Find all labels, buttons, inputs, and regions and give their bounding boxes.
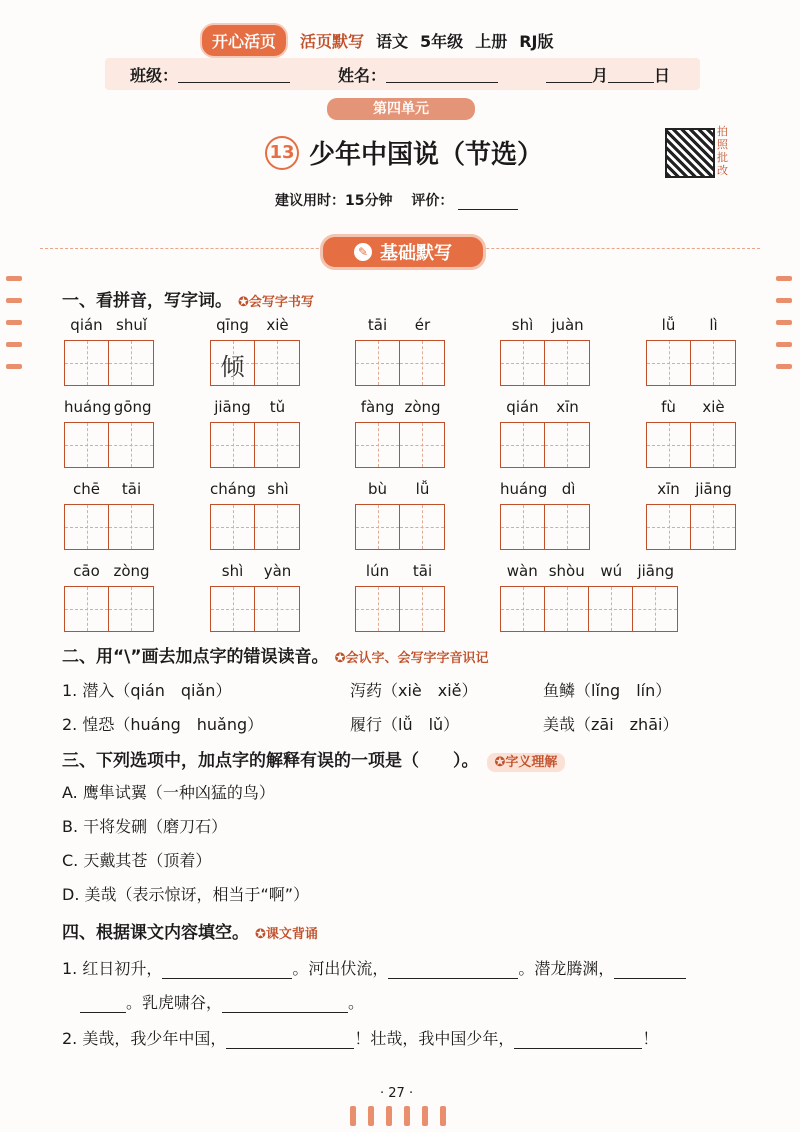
q4-text: 。 [348, 993, 365, 1012]
pinyin-word [500, 480, 590, 550]
pinyin-syllable: shì [267, 480, 289, 498]
pinyin-label [355, 562, 445, 582]
pinyin-syllable: jiāng [214, 398, 251, 416]
pinyin-syllable: tāi [367, 316, 388, 334]
writing-box[interactable] [65, 505, 109, 549]
pinyin-syllable: ér [414, 316, 431, 334]
writing-boxes [210, 504, 300, 550]
pinyin-syllable: xiè [266, 316, 289, 334]
answer-blank[interactable] [388, 960, 518, 979]
class-label: 班级： [130, 65, 179, 85]
pinyin-word [500, 398, 590, 468]
writing-box[interactable] [255, 341, 299, 385]
writing-box[interactable] [400, 505, 444, 549]
pinyin-syllable: dì [561, 480, 576, 498]
pinyin-syllable: lún [365, 562, 390, 580]
writing-box[interactable] [647, 341, 691, 385]
pinyin-label [355, 316, 445, 336]
q4-text: 2. 美哉，我少年中国， [62, 1029, 227, 1048]
pinyin-syllable: fàng [360, 398, 395, 416]
pinyin-label [64, 480, 154, 500]
q3-option-a[interactable]: A. 鹰隼试翼（一种凶猛的鸟） [62, 783, 275, 802]
pinyin-syllable: gōng [113, 398, 152, 416]
q4-text: 。河出伏流， [292, 959, 389, 978]
pinyin-word [355, 562, 445, 632]
writing-box[interactable] [400, 341, 444, 385]
written-character: 倾 [220, 353, 245, 381]
pinyin-label [500, 398, 590, 418]
evaluation-label: 评价： [411, 193, 454, 209]
pinyin-word [64, 398, 154, 468]
writing-box[interactable] [211, 587, 255, 631]
writing-box[interactable] [501, 423, 545, 467]
writing-boxes [355, 586, 445, 632]
pinyin-syllable: tǔ [269, 398, 286, 416]
pinyin-syllable: cāo [73, 562, 100, 580]
pinyin-word [646, 316, 736, 386]
bottom-tabs [350, 1106, 446, 1126]
writing-box[interactable] [109, 587, 153, 631]
pinyin-label [355, 398, 445, 418]
writing-boxes [500, 586, 678, 632]
q2-item: 履行（lǚ lǔ） [350, 715, 460, 734]
pinyin-word [500, 562, 678, 632]
writing-box[interactable] [589, 587, 633, 631]
pinyin-syllable: shòu [548, 562, 585, 580]
pinyin-word [64, 480, 154, 550]
bottom-tab [404, 1106, 410, 1126]
answer-blank[interactable] [80, 994, 126, 1013]
writing-boxes [500, 504, 590, 550]
q2-tag: ✪会认字、会写字字音识记 [334, 651, 489, 666]
pinyin-label [64, 316, 154, 336]
answer-blank[interactable] [614, 960, 686, 979]
brand-logo: 开心活页 [200, 23, 288, 58]
day-label: 日 [654, 65, 671, 85]
pinyin-syllable: tāi [412, 562, 433, 580]
volume: 上册 [475, 31, 508, 51]
pinyin-syllable: chē [73, 480, 100, 498]
lesson-number: 13 [265, 136, 299, 170]
pinyin-syllable: tāi [121, 480, 142, 498]
pinyin-syllable: xiè [702, 398, 725, 416]
pinyin-label [500, 316, 590, 336]
q4-text: ！ [642, 1029, 659, 1048]
pinyin-syllable: qián [70, 316, 103, 334]
writing-box[interactable] [691, 423, 735, 467]
pinyin-syllable: xīn [556, 398, 579, 416]
writing-box[interactable] [691, 505, 735, 549]
writing-box[interactable] [356, 587, 400, 631]
bottom-tab [440, 1106, 446, 1126]
q4-title: 四、根据课文内容填空。 [62, 923, 249, 943]
q2-item: 2. 惶恐（huáng huǎng） [62, 715, 264, 734]
writing-boxes [64, 586, 154, 632]
pinyin-syllable: xīn [657, 480, 680, 498]
q2-title: 二、用“\”画去加点字的错误读音。 [62, 647, 329, 667]
pinyin-label [500, 562, 678, 582]
pinyin-syllable: qīng [216, 316, 249, 334]
writing-box[interactable] [255, 587, 299, 631]
writing-box[interactable] [109, 505, 153, 549]
q3-title: 三、下列选项中，加点字的解释有误的一项是（ ）。 [62, 751, 479, 771]
answer-blank[interactable] [514, 1030, 642, 1049]
writing-box[interactable] [356, 341, 400, 385]
pinyin-label [210, 398, 300, 418]
writing-box[interactable] [356, 505, 400, 549]
edition: RJ版 [519, 31, 554, 51]
pinyin-syllable: jiāng [637, 562, 675, 580]
writing-box[interactable] [501, 341, 545, 385]
writing-box[interactable] [356, 423, 400, 467]
writing-boxes [646, 504, 736, 550]
pinyin-label [210, 480, 300, 500]
writing-box[interactable] [65, 341, 109, 385]
grade: 5年级 [420, 31, 464, 51]
pinyin-syllable: qián [506, 398, 539, 416]
pinyin-label [355, 480, 445, 500]
q4-text: 。潜龙腾渊， [518, 959, 615, 978]
pinyin-label [646, 398, 736, 418]
series-name: 活页默写 [300, 31, 365, 51]
writing-box[interactable] [109, 341, 153, 385]
page-number: · 27 · [380, 1086, 414, 1101]
writing-boxes [210, 340, 300, 386]
pinyin-syllable: cháng [210, 480, 256, 498]
q1-tag: ✪会写字书写 [238, 295, 314, 310]
pinyin-label [646, 480, 736, 500]
writing-boxes [64, 422, 154, 468]
pinyin-label [210, 562, 300, 582]
name-label: 姓名： [338, 65, 387, 85]
q4-text: ！壮哉，我中国少年， [354, 1029, 515, 1048]
q4-tag: ✪课文背诵 [255, 927, 318, 942]
answer-blank[interactable] [226, 1030, 354, 1049]
writing-box[interactable] [545, 587, 589, 631]
suggested-time: 建议用时：15分钟 [275, 193, 393, 209]
unit-label: 第四单元 [327, 98, 475, 120]
writing-boxes [355, 340, 445, 386]
section-badge-text: 基础默写 [380, 243, 452, 264]
pinyin-word [646, 480, 736, 550]
writing-box[interactable] [211, 505, 255, 549]
writing-boxes [64, 340, 154, 386]
bottom-tab [422, 1106, 428, 1126]
pinyin-word [355, 398, 445, 468]
q4-line-1-cont [80, 990, 364, 1013]
writing-box[interactable] [691, 341, 735, 385]
pinyin-word [210, 398, 300, 468]
writing-box[interactable] [255, 505, 299, 549]
writing-box[interactable] [65, 423, 109, 467]
writing-boxes [355, 422, 445, 468]
writing-box[interactable] [211, 341, 255, 385]
pinyin-syllable: fù [661, 398, 676, 416]
bottom-tab [350, 1106, 356, 1126]
pinyin-label [210, 316, 300, 336]
pinyin-syllable: yàn [263, 562, 292, 580]
pinyin-label [64, 562, 154, 582]
q2-heading [62, 642, 488, 667]
writing-box[interactable] [65, 587, 109, 631]
pinyin-label [500, 480, 590, 500]
writing-boxes [646, 340, 736, 386]
pinyin-word [210, 316, 300, 386]
q1-title: 一、看拼音，写字词。 [62, 291, 232, 311]
answer-blank[interactable] [162, 960, 292, 979]
pencil-icon: ✎ [354, 243, 372, 261]
writing-boxes [500, 422, 590, 468]
writing-boxes [210, 422, 300, 468]
pinyin-syllable: huáng [500, 480, 548, 498]
pinyin-word [355, 480, 445, 550]
pinyin-syllable: lǚ [661, 316, 676, 334]
pinyin-syllable: shì [511, 316, 534, 334]
writing-boxes [500, 340, 590, 386]
q4-line-1 [62, 956, 686, 979]
writing-boxes [355, 504, 445, 550]
q2-item: 泻药（xiè xiě） [350, 681, 478, 700]
q3-heading [62, 746, 565, 771]
qr-caption: 拍照批改 [717, 125, 728, 177]
writing-boxes [646, 422, 736, 468]
bottom-tab [386, 1106, 392, 1126]
q4-line-2 [62, 1026, 658, 1049]
q4-text: 。乳虎啸谷， [126, 993, 223, 1012]
lesson-title-text: 少年中国说（节选） [309, 140, 544, 170]
q3-tag: ✪字义理解 [487, 753, 566, 772]
q2-item: 1. 潜入（qián qiǎn） [62, 681, 232, 700]
pinyin-word [646, 398, 736, 468]
pinyin-word [64, 562, 154, 632]
pinyin-syllable: lǚ [415, 480, 430, 498]
answer-blank[interactable] [222, 994, 348, 1013]
writing-box[interactable] [647, 423, 691, 467]
writing-box[interactable] [545, 423, 589, 467]
writing-box[interactable] [211, 423, 255, 467]
q3-option-b[interactable]: B. 干将发硎（磨刀石） [62, 817, 228, 836]
pinyin-syllable: huáng [64, 398, 112, 416]
pinyin-syllable: zòng [113, 562, 150, 580]
writing-box[interactable] [400, 587, 444, 631]
pinyin-syllable: wàn [506, 562, 538, 580]
pinyin-syllable: shì [221, 562, 244, 580]
pinyin-word [500, 316, 590, 386]
writing-box[interactable] [501, 505, 545, 549]
writing-box[interactable] [545, 505, 589, 549]
q2-item: 鱼鳞（lǐng lín） [543, 681, 672, 700]
pinyin-syllable: zòng [404, 398, 441, 416]
writing-box[interactable] [109, 423, 153, 467]
month-label: 月 [592, 65, 609, 85]
pinyin-word [355, 316, 445, 386]
pinyin-word [210, 562, 300, 632]
pinyin-syllable: shuǐ [116, 316, 147, 334]
q3-option-d[interactable]: D. 美哉（表示惊讶，相当于“啊”） [62, 885, 310, 904]
subject: 语文 [376, 31, 409, 51]
writing-box[interactable] [400, 423, 444, 467]
writing-box[interactable] [647, 505, 691, 549]
writing-box[interactable] [255, 423, 299, 467]
pinyin-syllable: lì [709, 316, 718, 334]
bottom-tab [368, 1106, 374, 1126]
q4-text: 1. 红日初升， [62, 959, 163, 978]
writing-box[interactable] [501, 587, 545, 631]
pinyin-syllable: juàn [551, 316, 584, 334]
pinyin-label [64, 398, 154, 418]
pinyin-word [64, 316, 154, 386]
q4-heading [62, 918, 318, 943]
writing-box[interactable] [545, 341, 589, 385]
pinyin-syllable: jiāng [695, 480, 732, 498]
pinyin-syllable: bù [367, 480, 388, 498]
pinyin-word [210, 480, 300, 550]
pinyin-syllable: wú [600, 562, 623, 580]
pinyin-label [646, 316, 736, 336]
writing-boxes [64, 504, 154, 550]
writing-boxes [210, 586, 300, 632]
q2-item: 美哉（zāi zhāi） [543, 715, 679, 734]
q3-option-c[interactable]: C. 天戴其苍（顶着） [62, 851, 212, 870]
writing-box[interactable] [633, 587, 677, 631]
